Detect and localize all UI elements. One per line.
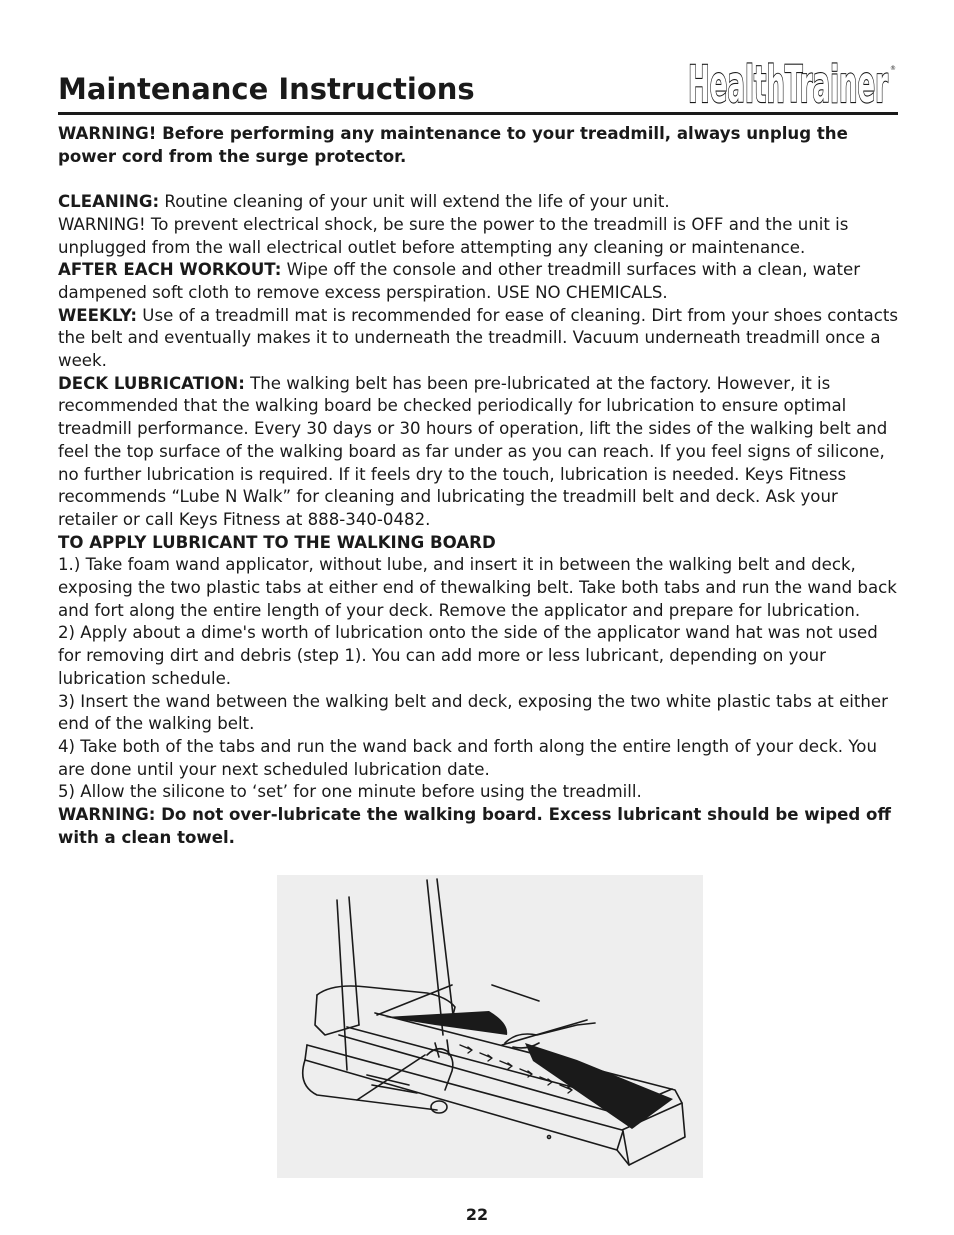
svg-text:HealthTrainer: HealthTrainer xyxy=(688,56,888,108)
hand-right-icon xyxy=(505,1023,595,1048)
step-3: 3) Insert the wand between the walking belt and deck, exposing the two white plastic tabs at either end of the walking belt. xyxy=(58,691,888,734)
cleaning-text: Routine cleaning of your unit will extend the life of your unit. xyxy=(159,192,670,212)
page-title: Maintenance Instructions xyxy=(58,72,475,106)
treadmill-lubrication-figure xyxy=(277,875,703,1178)
deck-lubrication-label: DECK LUBRICATION: xyxy=(58,373,245,393)
after-workout-paragraph xyxy=(58,259,900,304)
shock-warning: WARNING! To prevent electrical shock, be sure the power to the treadmill is OFF and the unit is unplugged from the wall electrical outlet before attempting any cleaning or maintenance. xyxy=(58,214,849,257)
step-1: 1.) Take foam wand applicator, without lube, and insert it in between the walking belt and deck, exposing the two plastic tabs at either end of thewalking belt. Take both tabs and run the wand back and fort along the entire length of your deck. Remove the applicator and prepare for lubrication. xyxy=(58,555,897,620)
cleaning-label: CLEANING: xyxy=(58,192,160,212)
cleaning-paragraph xyxy=(58,191,900,214)
svg-text:®: ® xyxy=(890,65,896,72)
upright-right-icon xyxy=(427,879,453,1035)
walking-belt-right-icon xyxy=(525,1043,673,1129)
step-4: 4) Take both of the tabs and run the wand back and forth along the entire length of your deck. You are done until your next scheduled lubrication date. xyxy=(58,736,877,779)
upright-left-icon xyxy=(337,897,359,1070)
spacer xyxy=(58,168,900,191)
weekly-paragraph xyxy=(58,305,900,373)
treadmill-lubrication-illustration-icon xyxy=(277,875,703,1178)
weekly-text: Use of a treadmill mat is recommended for ease of cleaning. Dirt from your shoes contacts the belt and eventually makes it to underneath the treadmill. Vacuum underneath treadmill once a week. xyxy=(58,305,898,371)
instructions-body xyxy=(58,123,900,849)
header-divider xyxy=(58,112,898,115)
deck-lubrication-paragraph xyxy=(58,373,900,532)
step-2: 2) Apply about a dime's worth of lubrication onto the side of the applicator wand hat was not used for removing dirt and debris (step 1). You can add more or less lubricant, depending on your lubrication schedule. xyxy=(58,623,878,688)
front-roller-icon xyxy=(303,1060,437,1110)
after-workout-text: Wipe off the console and other treadmill surfaces with a clean, water dampened soft cloth to remove excess perspiration. USE NO CHEMICALS. xyxy=(58,260,861,302)
step-5: 5) Allow the silicone to ‘set’ for one minute before using the treadmill. xyxy=(58,782,642,802)
unplug-warning: WARNING! Before performing any maintenance to your treadmill, always unplug the power cord from the surge protector. xyxy=(58,124,848,166)
healthtrainer-logo xyxy=(686,56,898,108)
over-lubricate-warning: WARNING: Do not over-lubricate the walking board. Excess lubricant should be wiped off with a clean towel. xyxy=(58,805,891,847)
weekly-label: WEEKLY: xyxy=(58,305,138,325)
apply-lubricant-heading: TO APPLY LUBRICANT TO THE WALKING BOARD xyxy=(58,532,496,552)
deck-lubrication-text: The walking belt has been pre-lubricated at the factory. However, it is recommended that the walking board be checked periodically for lubrication to ensure optimal treadmill performance. Every 30 days or 30 hours of operation, lift the sides of the walking belt and feel the top surface of the walking board as far under as you can reach. If you feel signs of silicone, no further lubrication is required. If it feels dry to the touch, lubrication is needed. Keys Fitness recommends “Lube N Walk” for cleaning and lubricating the treadmill belt and deck. Ask your retailer or call Keys Fitness at 888-340-0482. xyxy=(58,373,888,529)
after-workout-label: AFTER EACH WORKOUT: xyxy=(58,260,282,280)
page-number: 22 xyxy=(465,1205,489,1224)
